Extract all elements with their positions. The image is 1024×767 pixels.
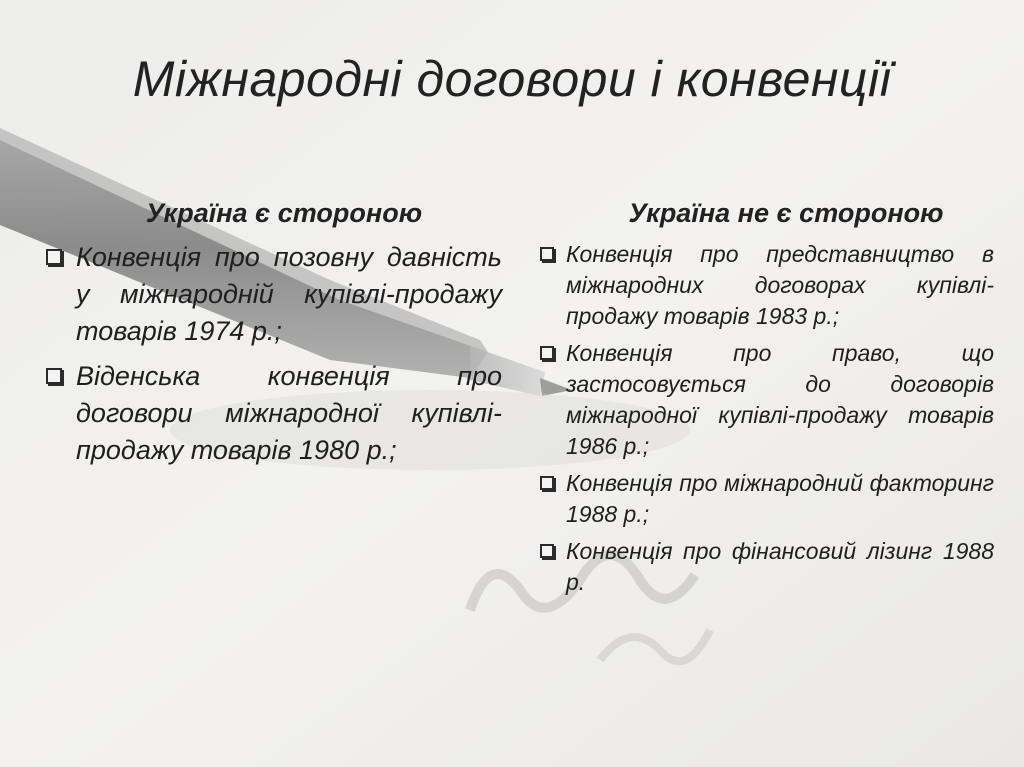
list-item xyxy=(44,358,502,469)
list-item-text: Конвенція про фінансовий лізинг 1988 р. xyxy=(566,538,994,595)
checkbox-square-icon xyxy=(540,476,554,490)
column-ukraine-is-not-party xyxy=(538,198,994,604)
list-item xyxy=(538,536,994,598)
list-item-text: Конвенція про представництво в міжнародних договорах купівлі-продажу товарів 1983 р.; xyxy=(566,241,994,329)
list-item-text: Конвенція про позовну давність у міжнародній купівлі-продажу товарів 1974 р.; xyxy=(76,242,502,346)
list-item xyxy=(44,239,502,350)
column-ukraine-is-party xyxy=(44,198,502,477)
column-heading: Україна є стороною xyxy=(145,198,423,228)
checkbox-square-icon xyxy=(540,544,554,558)
list-item xyxy=(538,338,994,462)
column-heading: Україна не є стороною xyxy=(628,198,944,228)
slide-title: Міжнародні договори і конвенції xyxy=(132,51,892,107)
list-item-text: Конвенція про право, що застосовується до договорів міжнародної купівлі-продажу товарів 1986 р.; xyxy=(566,340,994,459)
checkbox-square-icon xyxy=(540,247,554,261)
checkbox-square-icon xyxy=(540,346,554,360)
list-item-text: Віденська конвенція про договори міжнародної купівлі-продажу товарів 1980 р.; xyxy=(76,361,502,465)
convention-list xyxy=(44,239,502,469)
checkbox-square-icon xyxy=(46,368,62,384)
convention-list xyxy=(538,239,994,598)
list-item xyxy=(538,468,994,530)
list-item xyxy=(538,239,994,332)
list-item-text: Конвенція про міжнародний факторинг 1988 р.; xyxy=(566,470,994,527)
checkbox-square-icon xyxy=(46,249,62,265)
